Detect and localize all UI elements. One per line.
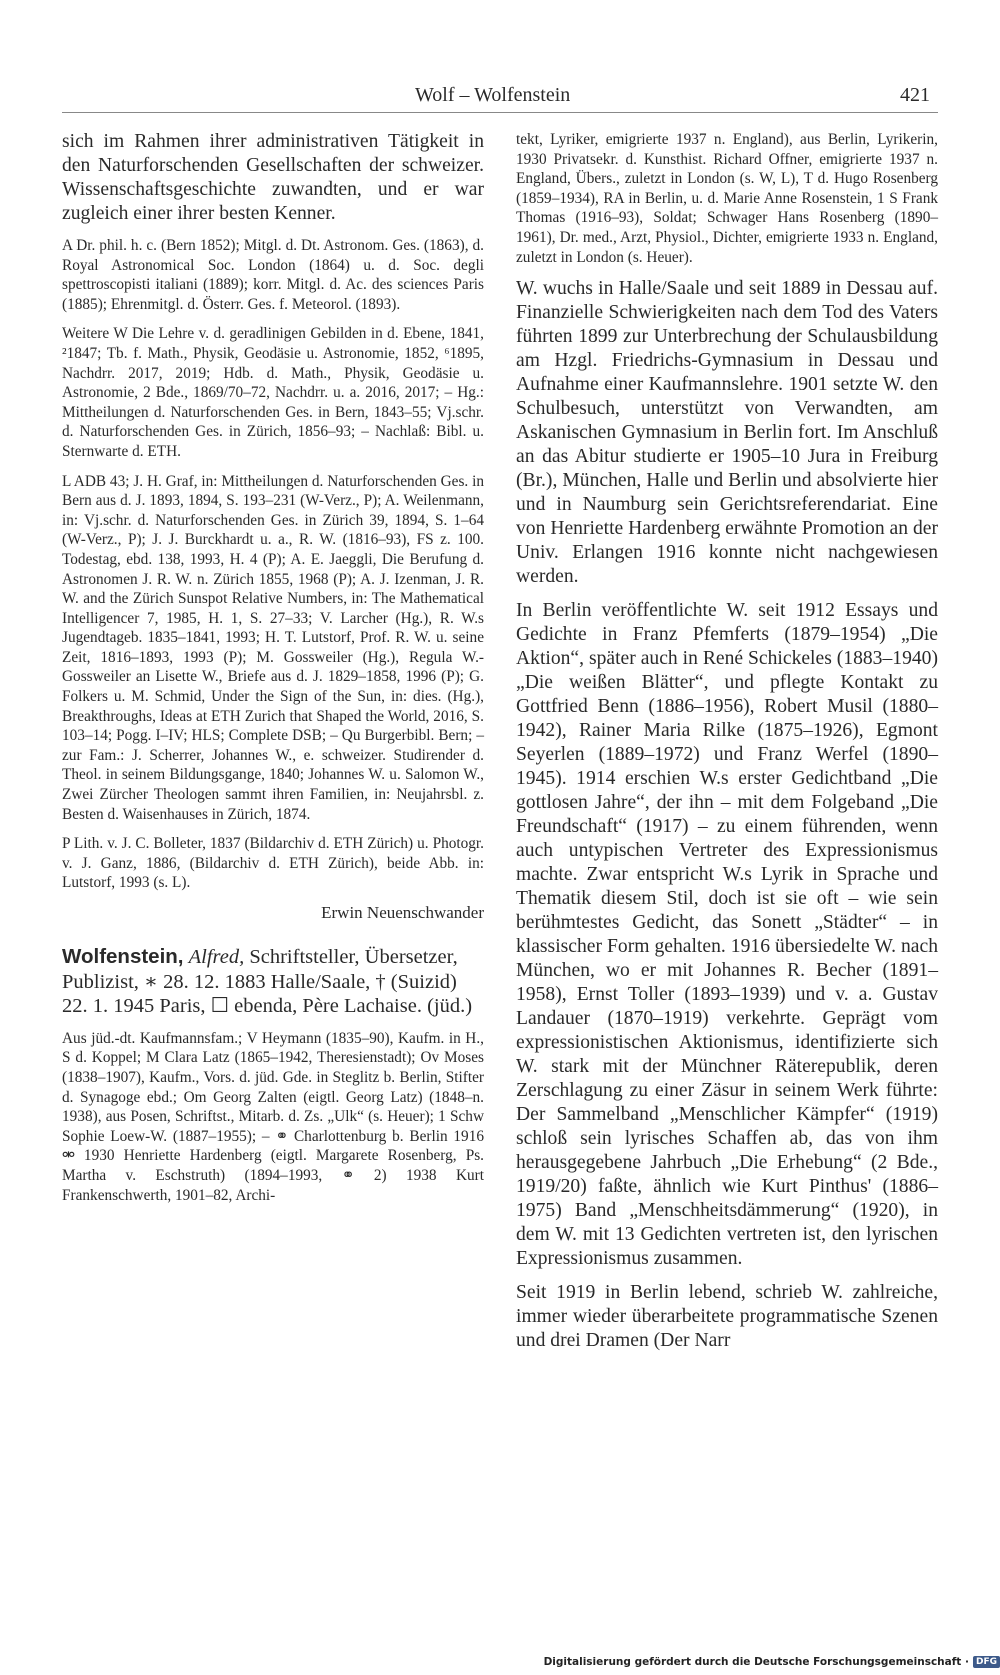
literature-paragraph: L ADB 43; J. H. Graf, in: Mittheilungen d. Naturforschenden Ges. in Bern aus d. J. 1893, 1894, S. 193–231 (W-Verz., P); A. Weilenmann, in: Vj.schr. d. Naturforschenden Ges. in Zürich 39, 1894, S. 1–64 (W-Verz., P); J. J. Burckhardt u. a., R. W. (1816–93), FS z. 100. Todestag, ebd. 138, 1993, H. 4 (P); A. E. Jaeggli, Die Berufung d. Astronomen J. R. W. n. Zürich 1855, 1968 (P); A. J. Izenman, J. R. W. and the Zürich Sunspot Relative Numbers, in: The Mathematical Intelligencer 7, 1985, H. 1, S. 27–33; V. Larcher (Hg.), R. W.s Jugendtageb. 1835–1841, 1993; H. T. Lutstorf, Prof. R. W. u. seine Zeit, 1816–1893, 1993 (P); M. Gossweiler (Hg.), Regula W.-Gossweiler an Lisette W., Briefe aus d. J. 1829–1858, 1996 (P); G. Folkers u. M. Schmid, Under the Sign of the Sun, in: dies. (Hg.), Breakthroughs, Ideas at ETH Zurich that Shaped the World, 2016, S. 103–14; Pogg. I–IV; HLS; Complete DSB; – Qu Burgerbibl. Bern; – zur Fam.: J. Scherrer, Johannes W., e. schweizer. Studirender d. Theol. in seinem Bildungsgange, 1840; Johannes W. u. Salomon W., Zwei Zürcher Theologen sammt ihren Familien, in: Neujahrsbl. z. Besten d. Waisenhauses in Zürich, 1874. — [62, 472, 484, 823]
biography-paragraph-2: In Berlin veröffentlichte W. seit 1912 Essays und Gedichte in Franz Pfemferts (1879–1954) „Die Aktion“, später auch in René Schickeles (1883–1940) „Die weißen Blätter“, und pflegte Kontakt zu Gottfried Benn (1886–1956), Robert Musil (1880–1942), Rainer Maria Rilke (1875–1926), Egmont Seyerlen (1889–1972) und Franz Werfel (1890–1945). 1914 erschien W.s erster Gedichtband „Die gottlosen Jahre“, der ihn – mit dem Folgeband „Die Freundschaft“ (1917) – zu einem führenden, wenn auch untypischen Vertreter des Expressionismus machte. Zwar entspricht W.s Lyrik in Sprache und Thematik diesem Stil, doch ist sie oft – wie sein berühmtestes Gedicht, das Sonett „Städter“ – in klassischer Form gehalten. 1916 übersiedelte W. nach München, wo er mit Johannes R. Becher (1891–1958), Ernst Toller (1893–1939) und v. a. Gustav Landauer (1870–1919) verkehrte. Geprägt vom expressionistischen Aktionismus, identifizierte sich W. stark mit der Münchner Räterepublik, deren Zerschlagung zu einer Zäsur in seinem Werk führte: Der Sammelband „Menschlicher Kämpfer“ (1919) schloß sein lyrisches Schaffen ab, das von ihm herausgegebene Jahrbuch „Die Erhebung“ (2 Bde., 1919/20) faßte, ähnlich wie Kurt Pinthus' (1886–1975) Band „Menschheitsdämmerung“ (1920), in dem W. mit 13 Gedichten vertreten ist, den lyrischen Expressionismus zusammen. — [516, 600, 938, 1270]
right-column — [516, 130, 938, 1363]
entry-details: Schriftsteller, Übersetzer, Publizist, ∗ 28. 12. 1883 Halle/Saale, † (Suizid) 22. 1. 1945 Paris, ☐ ebenda, Père Lachaise. (jüd.) — [62, 946, 473, 1018]
running-title: Wolf – Wolfenstein — [415, 84, 571, 106]
page-number: 421 — [900, 84, 930, 106]
entry-heading — [62, 945, 484, 1019]
genealogy-continued: tekt, Lyriker, emigrierte 1937 n. England), aus Berlin, Lyrikerin, 1930 Privatsekr. d. Kunsthist. Richard Offner, emigrierte 1937 n. England, Übers., zuletzt in London (s. W, L), T d. Hugo Rosenberg (1859–1934), RA in Berlin, u. d. Marie Anne Rosenstein, 1 S Frank Thomas (1916–93), Soldat; Schwager Hans Rosenberg (1890–1961), Dr. med., Arzt, Physiol., Dichter, emigrierte 1933 n. England, zuletzt in London (s. Heuer). — [516, 131, 938, 266]
header-rule — [62, 112, 938, 113]
awards-paragraph: A Dr. phil. h. c. (Bern 1852); Mitgl. d. Dt. Astronom. Ges. (1863), d. Royal Astronomical Soc. London (1864) u. d. Soc. degli spettroscopisti italiani (1889); korr. Mitgl. d. Ac. des sciences Paris (1885); Ehrenmitgl. d. Österr. Ges. f. Meteorol. (1893). — [62, 237, 484, 313]
portraits-paragraph: P Lith. v. J. C. Bolleter, 1837 (Bildarchiv d. ETH Zürich) u. Photogr. v. J. Ganz, 1886, (Bildarchiv d. ETH Zürich), beide Abb. in: Lutstorf, 1993 (s. L). — [62, 835, 484, 892]
biography-paragraph-3: Seit 1919 in Berlin lebend, schrieb W. zahlreiche, immer wieder überarbeitete programmatische Szenen und drei Dramen (Der Narr — [516, 1282, 938, 1352]
entry-name: Wolfenstein, — [62, 945, 184, 968]
author-signature: Erwin Neuenschwander — [321, 903, 484, 922]
entry-first-name: Alfred, — [188, 946, 245, 968]
biography-paragraph-1: W. wuchs in Halle/Saale und seit 1889 in Dessau auf. Finanzielle Schwierigkeiten nach dem Tod des Vaters führten 1899 zur Unterbrechung der Schulausbildung am Hzgl. Friedrichs-Gymnasium in Dessau und Aufnahme einer Kaufmannslehre. 1901 setzte W. den Schulbesuch, unterstützt von Verwandten, am Askanischen Gymnasium in Berlin fort. Im Anschluß an das Abitur studierte er 1905–10 Jura in Freiburg (Br.), München, Halle und Berlin und absolvierte hier und in Naumburg sein Gerichtsreferendariat. Eine von Henriette Hardenberg erwähnte Promotion an der Univ. Erlangen 1916 konnte nicht nachgewiesen werden. — [516, 278, 938, 588]
footer-credit — [544, 1651, 1000, 1673]
footer-text: Digitalisierung gefördert durch die Deutsche Forschungsgemeinschaft · — [543, 1656, 969, 1668]
left-column — [62, 130, 484, 1215]
dfg-logo: DFG — [973, 1656, 1000, 1668]
intro-paragraph: sich im Rahmen ihrer administrativen Tätigkeit in den Naturforschenden Gesellschaften der schweizer. Wissenschaftsgeschichte zuwandten, und er war zugleich einer ihrer besten Kenner. — [62, 131, 484, 224]
works-paragraph: Weitere W Die Lehre v. d. geradlinigen Gebilden in d. Ebene, 1841, ²1847; Tb. f. Math., Physik, Geodäsie u. Astronomie, 1852, ⁶1895, Nachdrr. 2017, 2019; Hdb. d. Math., Physik, Geodäsie u. Astronomie, 2 Bde., 1869/70–72, Nachdrr. u. a. 2016, 2017; – Hg.: Mittheilungen d. Naturforschenden Ges. in Bern, 1843–55; Vj.schr. d. Naturforschenden Ges. in Zürich, 1856–93; – Nachlaß: Bibl. u. Sternwarte d. ETH. — [62, 325, 484, 460]
genealogy-paragraph: Aus jüd.-dt. Kaufmannsfam.; V Heymann (1835–90), Kaufm. in H., S d. Koppel; M Clara Latz (1865–1942, Theresienstadt); Ov Moses (1838–1907), Kaufm., Vors. d. jüd. Gde. in Steglitz b. Berlin, Stifter d. Synagoge ebd.; Om Georg Zalten (eigtl. Georg Latz) (1848–n. 1938), aus Posen, Schriftst., Mitarb. d. Zs. „Ulk“ (s. Heuer); 1 Schw Sophie Loew-W. (1887–1955); – ⚭ Charlottenburg b. Berlin 1916 ⚮ 1930 Henriette Hardenberg (eigtl. Margarete Rosenberg, Ps. Martha v. Eschstruth) (1894–1993, ⚭ 2) 1938 Kurt Frankenschwerth, 1901–82, Archi- — [62, 1029, 484, 1204]
